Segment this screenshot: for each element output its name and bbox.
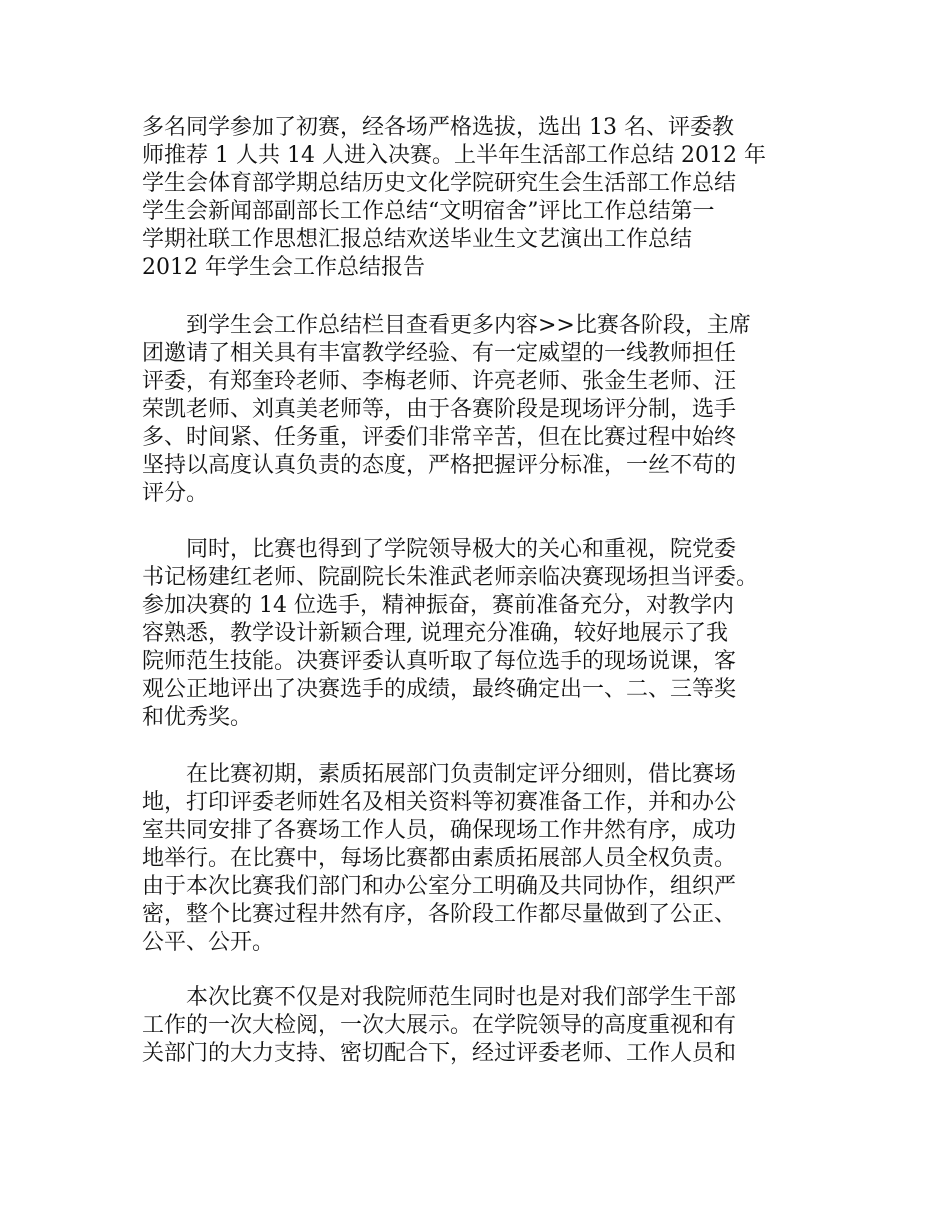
paragraph-line: 关部门的大力支持、密切配合下，经过评委老师、工作人员和 [142, 1041, 737, 1066]
paragraph-line: 由于本次比赛我们部门和办公室分工明确及共同协作，组织严 [142, 874, 737, 899]
paragraph-line: 同时，比赛也得到了学院领导极大的关心和重视，院党委 [186, 537, 737, 562]
paragraph-line: 评委，有郑奎玲老师、李梅老师、许亮老师、张金生老师、汪 [142, 369, 737, 394]
paragraph-line: 工作的一次大检阅，一次大展示。在学院领导的高度重视和有 [142, 1013, 737, 1038]
paragraph-2 [142, 312, 822, 508]
paragraph-line: 在比赛初期，素质拓展部门负责制定评分细则，借比赛场 [186, 762, 737, 787]
paragraph-line: 荣凯老师、刘真美老师等，由于各赛阶段是现场评分制，选手 [142, 397, 737, 422]
paragraph-4 [142, 761, 822, 957]
paragraph-line: 学期社联工作思想汇报总结欢送毕业生文艺演出工作总结 [142, 227, 693, 252]
paragraph-line: 密，整个比赛过程井然有序，各阶段工作都尽量做到了公正、 [142, 902, 737, 927]
paragraph-line: 公平、公开。 [142, 930, 275, 955]
paragraph-line: 本次比赛不仅是对我院师范生同时也是对我们部学生干部 [186, 985, 737, 1010]
paragraph-line: 和优秀奖。 [142, 705, 253, 730]
paragraph-line: 师推荐 1 人共 14 人进入决赛。上半年生活部工作总结 2012 年 [142, 143, 766, 168]
paragraph-5 [142, 984, 822, 1068]
paragraph-line: 地，打印评委老师姓名及相关资料等初赛准备工作，并和办公 [142, 790, 737, 815]
paragraph-line: 室共同安排了各赛场工作人员，确保现场工作井然有序，成功 [142, 818, 737, 843]
paragraph-line: 书记杨建红老师、院副院长朱淮武老师亲临决赛现场担当评委。 [142, 565, 759, 590]
paragraph-line: 参加决赛的 14 位选手，精神振奋，赛前准备充分，对教学内 [142, 593, 734, 618]
paragraph-line: 学生会新闻部副部长工作总结“文明宿舍”评比工作总结第一 [142, 199, 715, 224]
paragraph-line: 容熟悉，教学设计新颖合理, 说理充分准确，较好地展示了我 [142, 621, 728, 646]
paragraph-line: 观公正地评出了决赛选手的成绩，最终确定出一、二、三等奖 [142, 677, 737, 702]
paragraph-line: 团邀请了相关具有丰富教学经验、有一定威望的一线教师担任 [142, 341, 737, 366]
paragraph-line: 多、时间紧、任务重，评委们非常辛苦，但在比赛过程中始终 [142, 425, 737, 450]
paragraph-3 [142, 536, 822, 732]
paragraph-line: 评分。 [142, 481, 209, 506]
paragraph-line: 地举行。在比赛中，每场比赛都由素质拓展部人员全权负责。 [142, 846, 737, 871]
paragraph-line: 2012 年学生会工作总结报告 [142, 255, 425, 280]
paragraph-line: 院师范生技能。决赛评委认真听取了每位选手的现场说课，客 [142, 649, 737, 674]
paragraph-line: 到学生会工作总结栏目查看更多内容>>比赛各阶段，主席 [186, 313, 751, 338]
paragraph-line: 多名同学参加了初赛，经各场严格选拔，选出 13 名、评委教 [142, 115, 734, 140]
paragraph-1 [142, 114, 822, 282]
paragraph-line: 坚持以高度认真负责的态度，严格把握评分标准，一丝不苟的 [142, 453, 737, 478]
paragraph-line: 学生会体育部学期总结历史文化学院研究生会生活部工作总结 [142, 171, 737, 196]
